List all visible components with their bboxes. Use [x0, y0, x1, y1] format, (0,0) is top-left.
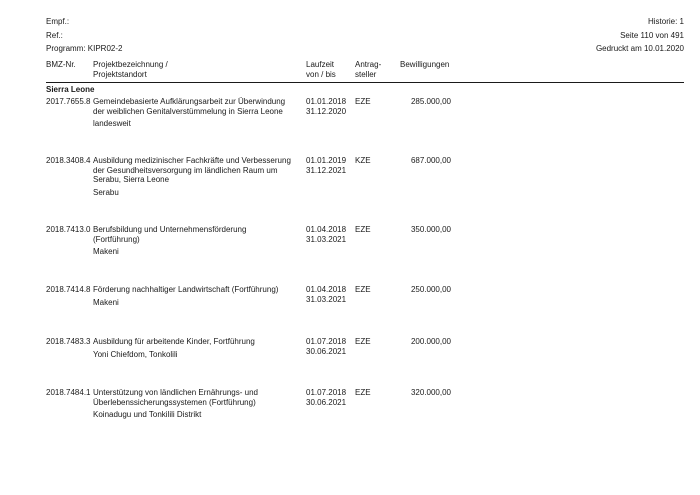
project-number: 2018.7413.0: [46, 225, 91, 234]
column-header-amount: Bewilligungen: [400, 60, 450, 69]
project-title-line: Ausbildung für arbeitende Kinder, Fortführung: [93, 337, 255, 346]
project-start: 01.07.2018: [306, 337, 347, 346]
column-header-period: [306, 60, 336, 79]
project-number: 2017.7655.8: [46, 97, 91, 106]
history-label: Historie: 1: [647, 17, 684, 26]
project-amount: 250.000,00: [410, 285, 451, 294]
project-number: 2018.3408.4: [46, 156, 91, 165]
project-end: 30.06.2021: [306, 397, 347, 407]
column-header-applicant-line: steller: [355, 69, 377, 79]
project-applicant: EZE: [355, 388, 371, 397]
project-applicant: EZE: [355, 285, 371, 294]
project-end: 31.03.2021: [306, 294, 347, 304]
column-header-applicant: [355, 60, 381, 79]
project-title: [93, 388, 258, 420]
country-heading: Sierra Leone: [46, 85, 95, 94]
project-period: [306, 388, 346, 407]
project-title-line: der weiblichen Genitalverstümmelung in Sierra Leone: [93, 106, 283, 116]
project-location: Koinadugu und Tonkilili Distrikt: [93, 410, 202, 419]
project-applicant: KZE: [355, 156, 371, 165]
project-location: Makeni: [93, 247, 119, 256]
project-amount: 687.000,00: [410, 156, 451, 165]
column-header-period-line: Laufzeit: [306, 60, 335, 69]
project-number: 2018.7484.1: [46, 388, 91, 397]
print-date: Gedruckt am 10.01.2020: [595, 44, 684, 53]
project-title-line: Überlebenssicherungssystemen (Fortführung): [93, 397, 256, 407]
project-period: [306, 225, 346, 244]
project-end: 31.12.2020: [306, 106, 347, 116]
project-title-line: Ausbildung medizinischer Fachkräfte und Verbesserung: [93, 156, 291, 165]
page-indicator: Seite 110 von 491: [620, 31, 684, 40]
project-start: 01.04.2018: [306, 225, 347, 234]
project-applicant: EZE: [355, 337, 371, 346]
project-title-line: Unterstützung von ländlichen Ernährungs- und: [93, 388, 258, 397]
project-title-line: der Gesundheitsversorgung im ländlichen Raum um: [93, 165, 278, 175]
project-title-line: Berufsbildung und Unternehmensförderung: [93, 225, 247, 234]
project-number: 2018.7414.8: [46, 285, 91, 294]
project-location: landesweit: [93, 119, 131, 128]
project-end: 31.03.2021: [306, 234, 347, 244]
project-location: Makeni: [93, 297, 119, 307]
project-applicant: EZE: [355, 225, 371, 234]
project-amount: 320.000,00: [410, 388, 451, 397]
project-start: 01.01.2019: [306, 156, 347, 165]
project-amount: 350.000,00: [410, 225, 451, 234]
reference-label: Ref.:: [46, 31, 63, 40]
column-header-period-line: von / bis: [306, 69, 336, 79]
project-start: 01.01.2018: [306, 97, 347, 106]
project-title-line: Serabu, Sierra Leone: [93, 175, 170, 184]
project-start: 01.04.2018: [306, 285, 347, 294]
project-title: [93, 285, 278, 307]
column-header-applicant-line: Antrag-: [355, 60, 382, 69]
project-title: [93, 225, 246, 257]
project-period: [306, 337, 346, 356]
project-end: 31.12.2021: [306, 165, 347, 175]
project-title-line: Gemeindebasierte Aufklärungsarbeit zur Überwindung: [93, 97, 286, 106]
project-title-line: (Fortführung): [93, 234, 140, 244]
header-divider: [46, 82, 684, 83]
project-amount: 200.000,00: [410, 337, 451, 346]
column-header-title-line: Projektstandort: [93, 69, 147, 79]
column-header-nr: BMZ-Nr.: [46, 60, 76, 69]
program-label: Programm: KIPR02-2: [46, 44, 123, 53]
recipient-label: Empf.:: [46, 17, 70, 26]
project-start: 01.07.2018: [306, 388, 347, 397]
column-header-title-line: Projektbezeichnung /: [93, 60, 168, 69]
project-applicant: EZE: [355, 97, 371, 106]
project-location: Serabu: [93, 187, 119, 197]
project-location: Yoni Chiefdom, Tonkolili: [93, 349, 178, 359]
project-title: [93, 97, 285, 129]
project-title: [93, 337, 255, 359]
project-end: 30.06.2021: [306, 346, 347, 356]
project-amount: 285.000,00: [410, 97, 451, 106]
project-period: [306, 285, 346, 304]
project-period: [306, 156, 346, 175]
project-number: 2018.7483.3: [46, 337, 91, 346]
project-title: [93, 156, 291, 197]
column-header-title: [93, 60, 168, 79]
project-title-line: Förderung nachhaltiger Landwirtschaft (Fortführung): [93, 285, 279, 294]
project-period: [306, 97, 346, 116]
